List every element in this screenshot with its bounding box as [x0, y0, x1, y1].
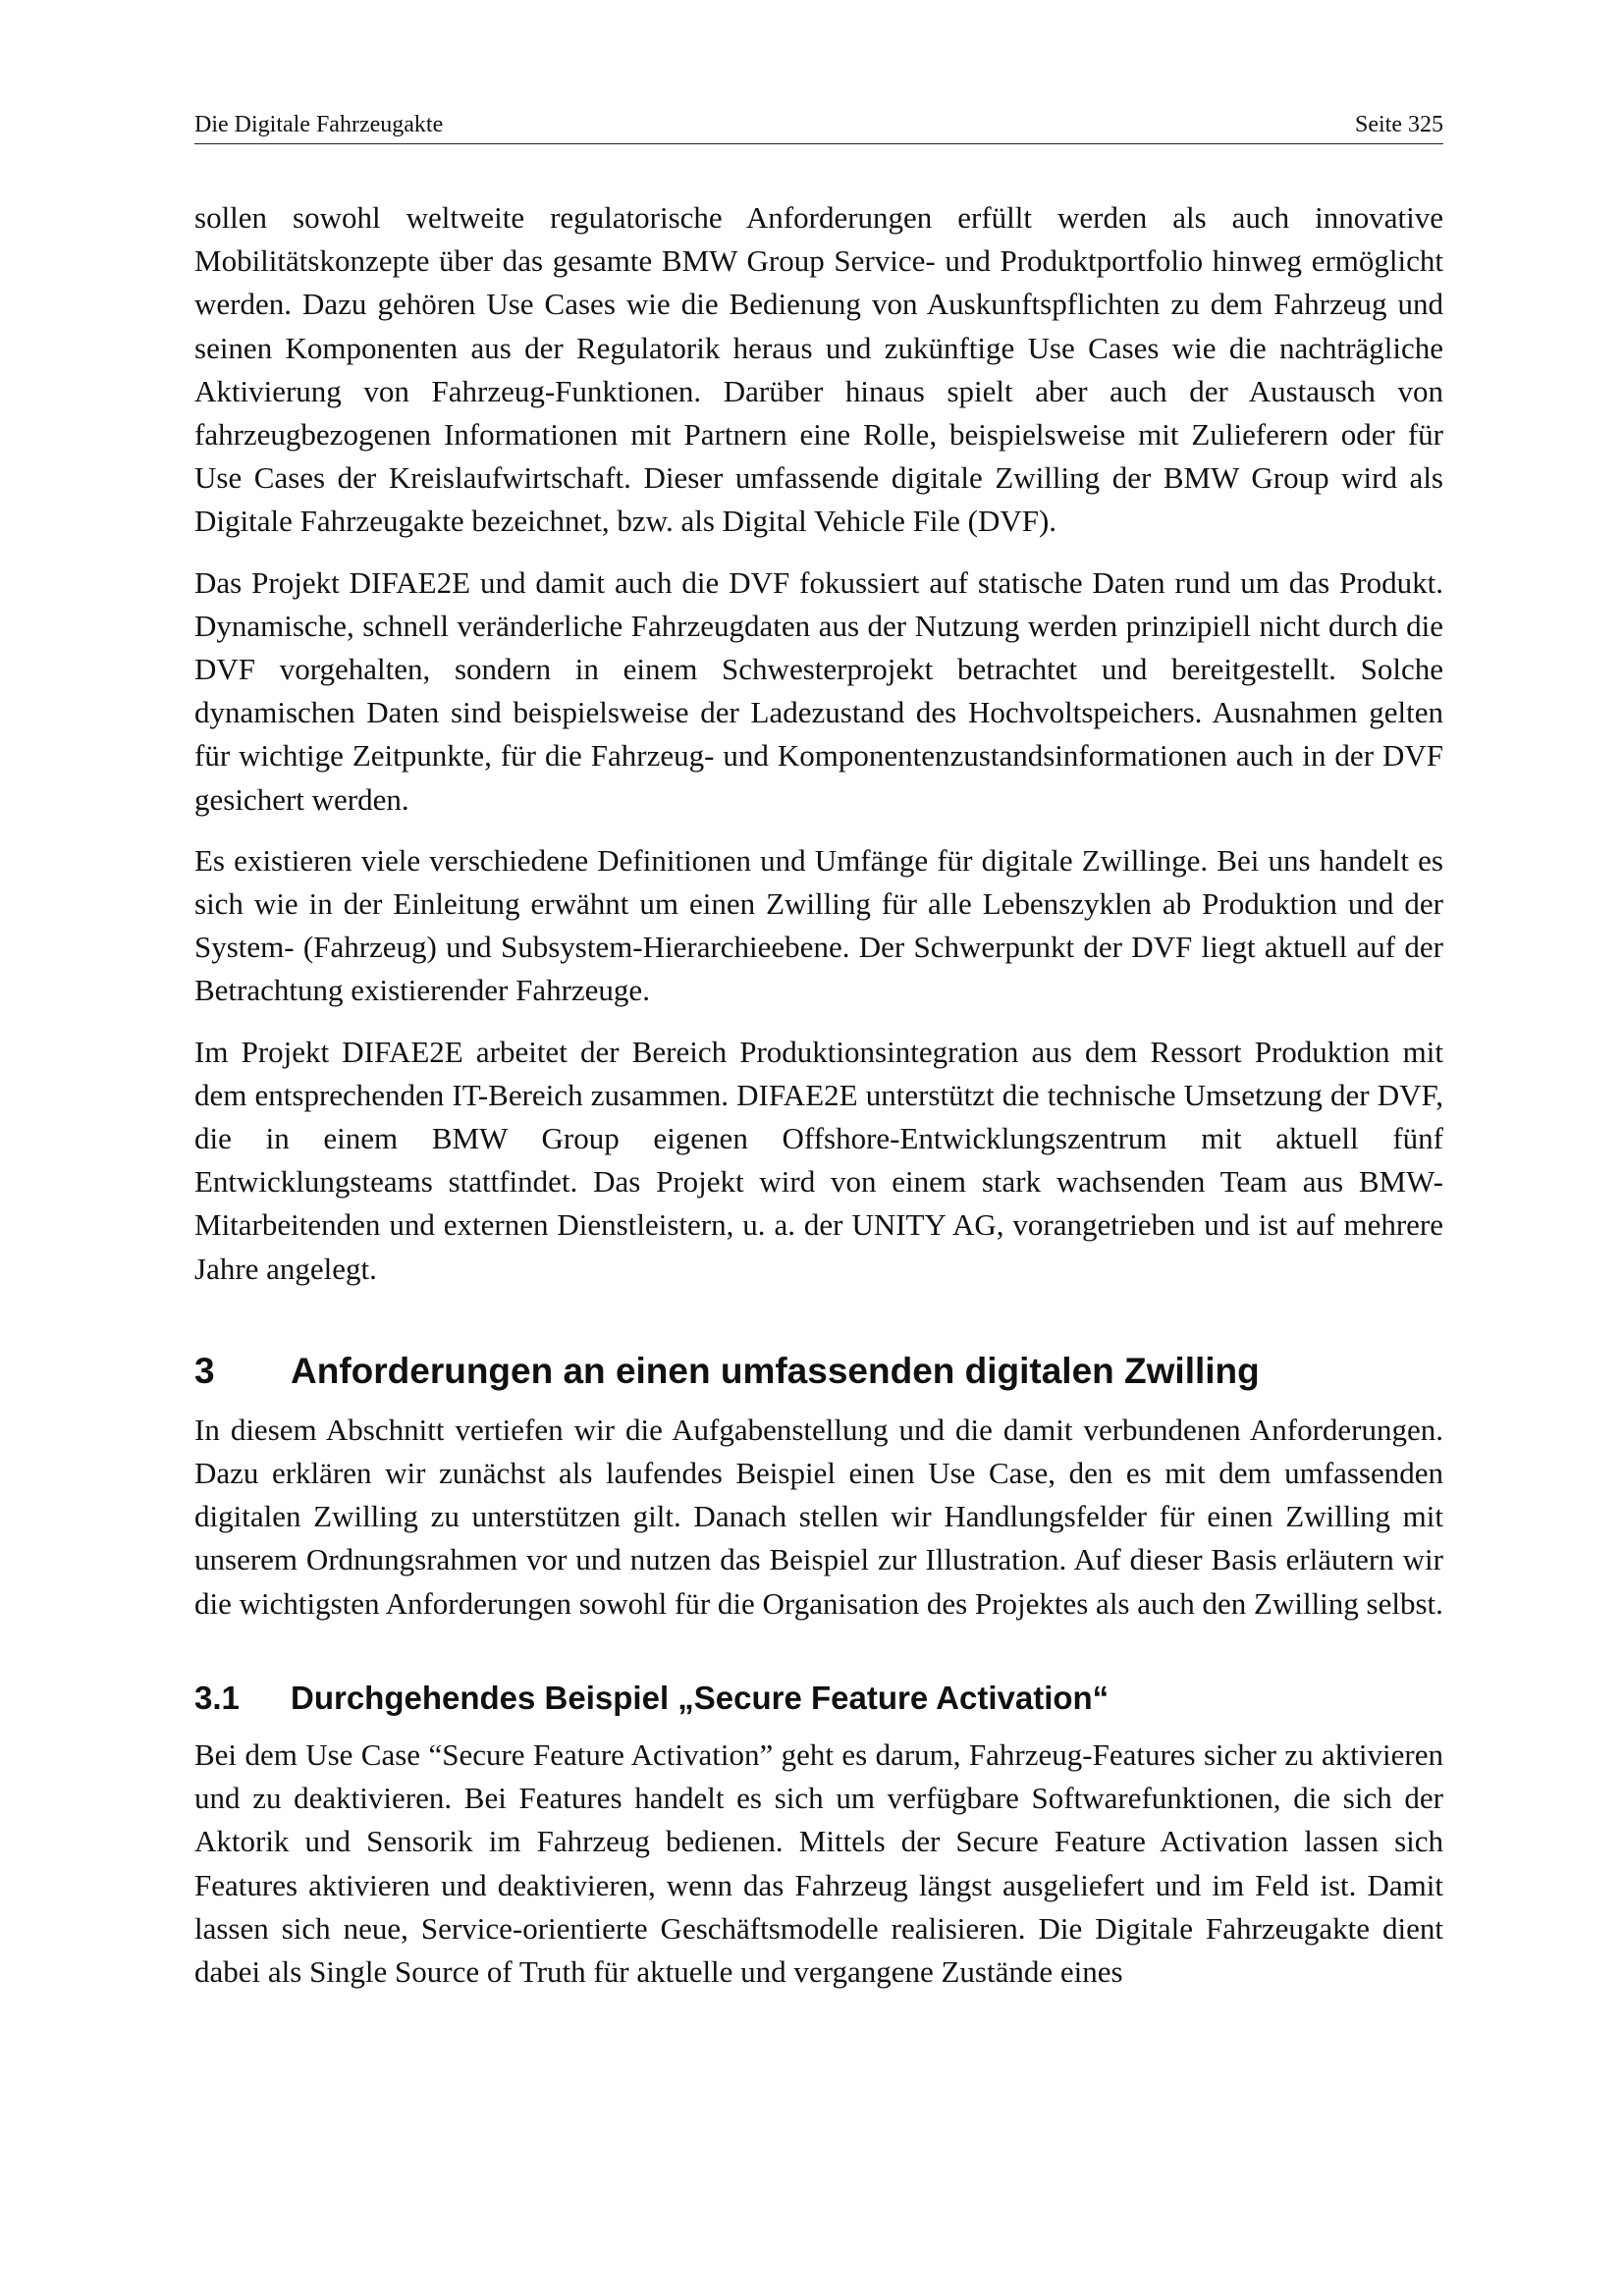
- paragraph: Im Projekt DIFAE2E arbeitet der Bereich Produktionsintegration aus dem Ressort Produktion mit dem entsprechenden IT-Bereich zusammen. DIFAE2E unterstützt die technische Umsetzung der DVF, die in einem BMW Group eigenen Offshore-Entwicklungszentrum mit aktuell fünf Entwicklungsteams stattfindet. Das Projekt wird von einem stark wachsenden Team aus BMW-Mitarbeitenden und externen Dienstleistern, u. a. der UNITY AG, vorangetrieben und ist auf mehrere Jahre angelegt.: [194, 1034, 1443, 1286]
- running-header: [194, 110, 1443, 144]
- section-title: Anforderungen an einen umfassenden digitalen Zwilling: [291, 1350, 1260, 1391]
- subsection-heading: [194, 1677, 1443, 1720]
- subsection-title: Durchgehendes Beispiel „Secure Feature Activation“: [291, 1679, 1110, 1716]
- section-heading: [194, 1348, 1443, 1395]
- page-number: Seite 325: [1355, 112, 1443, 137]
- running-header-title: Die Digitale Fahrzeugakte: [194, 112, 444, 137]
- paragraph: In diesem Abschnitt vertiefen wir die Aufgabenstellung und die damit verbundenen Anforderungen. Dazu erklären wir zunächst als laufendes Beispiel einen Use Case, den es mit dem umfassenden digitalen Zwilling zu unterstützen gilt. Danach stellen wir Handlungsfelder für einen Zwilling mit unserem Ordnungsrahmen vor und nutzen das Beispiel zur Illustration. Auf dieser Basis erläutern wir die wichtigsten Anforderungen sowohl für die Organisation des Projektes als auch den Zwilling selbst.: [194, 1412, 1443, 1621]
- paragraph: Das Projekt DIFAE2E und damit auch die DVF fokussiert auf statische Daten rund um das Produkt. Dynamische, schnell veränderliche Fahrzeugdaten aus der Nutzung werden prinzipiell nicht durch die DVF vorgehalten, sondern in einem Schwesterprojekt betrachtet und bereitgestellt. Solche dynamischen Daten sind beispielsweise der Ladezustand des Hochvoltspeichers. Ausnahmen gelten für wichtige Zeitpunkte, für die Fahrzeug- und Komponentenzustandsinformationen auch in der DVF gesichert werden.: [194, 564, 1443, 817]
- body-text: [194, 196, 1443, 2011]
- paragraph: Es existieren viele verschiedene Definitionen und Umfänge für digitale Zwillinge. Bei uns handelt es sich wie in der Einleitung erwähnt um einen Zwilling für alle Lebenszyklen ab Produktion und der System- (Fahrzeug) und Subsystem-Hierarchieebene. Der Schwerpunkt der DVF liegt aktuell auf der Betrachtung existierender Fahrzeuge.: [194, 842, 1443, 1008]
- paragraph: Bei dem Use Case “Secure Feature Activation” geht es darum, Fahrzeug-Features sicher zu aktivieren und zu deaktivieren. Bei Features handelt es sich um verfügbare Softwarefunktionen, die sich der Aktorik und Sensorik im Fahrzeug bedienen. Mittels der Secure Feature Activation lassen sich Features aktivieren und deaktivieren, wenn das Fahrzeug längst ausgeliefert und im Feld ist. Damit lassen sich neue, Service-orientierte Geschäftsmodelle realisieren. Die Digitale Fahrzeugakte dient dabei als Single Source of Truth für aktuelle und vergangene Zustände eines: [194, 1736, 1443, 1989]
- paragraph: sollen sowohl weltweite regulatorische Anforderungen erfüllt werden als auch innovative Mobilitätskonzepte über das gesamte BMW Group Service- und Produktportfolio hinweg ermöglicht werden. Dazu gehören Use Cases wie die Bedienung von Auskunftspflichten zu dem Fahrzeug und seinen Komponenten aus der Regulatorik heraus und zukünftige Use Cases wie die nachträgliche Aktivierung von Fahrzeug-Funktionen. Darüber hinaus spielt aber auch der Austausch von fahrzeugbezogenen Informationen mit Partnern eine Rolle, beispielsweise mit Zulieferern oder für Use Cases der Kreislaufwirtschaft. Dieser umfassende digitale Zwilling der BMW Group wird als Digitale Fahrzeugakte bezeichnet, bzw. als Digital Vehicle File (DVF).: [194, 200, 1443, 539]
- subsection-number: 3.1: [194, 1679, 240, 1716]
- section-number: 3: [194, 1350, 215, 1391]
